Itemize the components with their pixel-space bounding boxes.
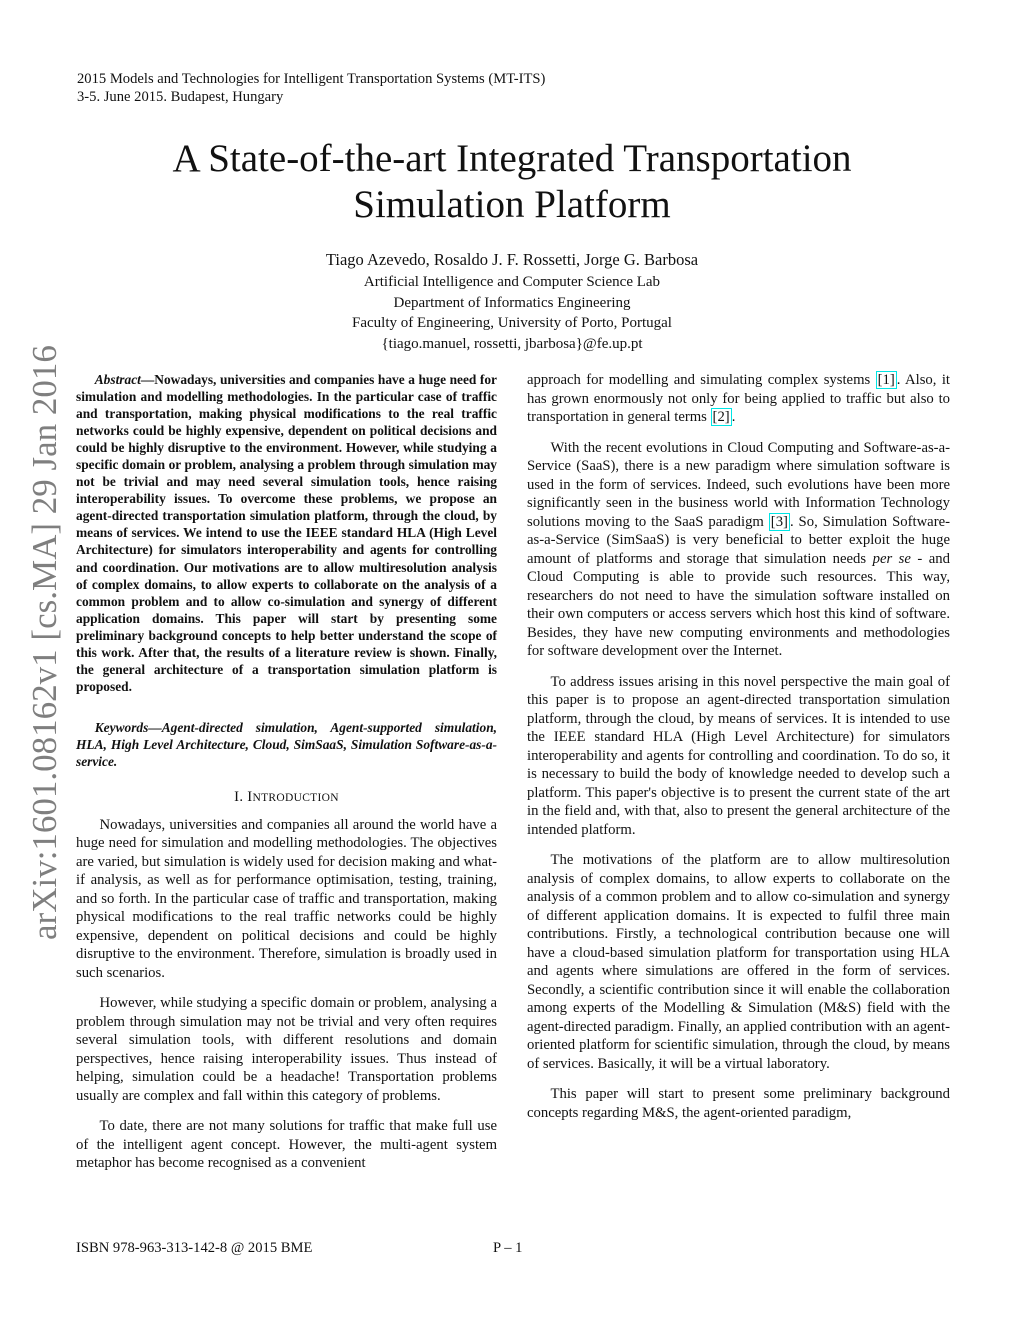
affiliation-faculty: Faculty of Engineering, University of Porto, Portugal: [352, 315, 672, 331]
affiliation-department: Department of Informatics Engineering: [393, 294, 631, 311]
right-paragraph-1: approach for modelling and simulating complex systems [1] . Also, it has grown enormously not only for being applied to traffic but also to transportation in general terms [2] .: [527, 372, 950, 425]
left-column: [76, 371, 497, 1185]
author-list: Tiago Azevedo, Rosaldo J. F. Rossetti, Jorge G. Barbosa: [325, 250, 699, 269]
arxiv-watermark: arXiv:1601.08162v1 [cs.MA] 29 Jan 2016: [25, 345, 64, 940]
conference-name: 2015 Models and Technologies for Intelligent Transportation Systems (MT-ITS): [77, 71, 546, 87]
paper-title: [0, 136, 1024, 228]
right-paragraph-2: With the recent evolutions in Cloud Computing and Software-as-a-Service (SaaS), there is a new paradigm where simulation software is used in the form of services. Indeed, such evolutions have been more significantly seen in the business world with Information Technology solutions moving to the SaaS paradigm [3] . So, Simulation Software-as-a-Service (SimSaaS) is very beneficial to better exploit the huge amount of platforms and storage that simulation needs per se - and Cloud Computing is able to provide such resources. This way, researchers do not need to have the simulation software installed on their own computers or access servers which host this kind of software. Besides, they have new computing environments and methodologies for software development over the Internet.: [527, 439, 950, 659]
author-emails: {tiago.manuel, rossetti, jbarbosa}@fe.up.pt: [381, 335, 643, 352]
right-paragraph-5: This paper will start to present some preliminary background concepts regarding M&S, the agent-oriented paradigm,: [527, 1086, 950, 1121]
conference-header: [77, 70, 545, 106]
right-paragraph-4: The motivations of the platform are to allow multiresolution analysis of complex domains, to allow experts to collaborate on the analysis of a common problem and to allow co-simulation and synergy of different application domains. It is expected to fulfil three main contributions. Firstly, a technological contribution because one will have a cloud-based simulation platform for transportation using HLA and agents where simulations are offered in the form of services. Secondly, a scientific contribution since it will enable the collaboration among experts of the Modelling & Simulation (M&S) field with the agent-directed paradigm. Finally, an applied contribution with an agent-oriented platform for scientific simulation, through the cloud, by means of services. Basically, it will be a virtual laboratory.: [527, 852, 950, 1072]
paper-title-line-1: A State-of-the-art Integrated Transportation: [172, 137, 852, 180]
intro-paragraph-3: To date, there are not many solutions for traffic that make full use of the intelligent agent concept. However, the multi-agent system metaphor has become recognised as a convenient: [76, 1118, 497, 1172]
citation-link-1[interactable]: [1]: [877, 372, 895, 388]
right-paragraph-3: To address issues arising in this novel perspective the main goal of this paper is to propose an agent-directed transportation simulation platform, through the cloud, by means of services. It is intended to use the IEEE standard HLA (High Level Architecture) for simulators interoperability and agents for controlling and coordination. To do so, it is necessary to build the body of knowledge needed to develop such a platform. This paper's objective is to present the current state of the art in the field and, with that, also to present the general architecture of the intended platform.: [527, 673, 950, 838]
conference-date-location: 3-5. June 2015. Budapest, Hungary: [77, 89, 284, 105]
footer-isbn: ISBN 978-963-313-142-8 @ 2015 BME: [76, 1240, 313, 1256]
citation-link-2[interactable]: [2]: [712, 409, 730, 425]
footer-page-number: P – 1: [493, 1240, 523, 1256]
affiliation-block: [0, 272, 1024, 354]
abstract-label: Abstract: [94, 372, 141, 387]
intro-paragraph-2: However, while studying a specific domain or problem, analysing a problem through simulation may not be trivial and very often requires several simulation tools, with different resolutions and domain perspectives, hence raising interoperability issues. Thus instead of helping, simulation could be a headache! Transportation problems usually are complex and fall within this category of problems.: [76, 995, 497, 1104]
paper-title-line-2: Simulation Platform: [353, 183, 671, 226]
keywords: Keywords—Agent-directed simulation, Agent-supported simulation, HLA, High Level Architecture, Cloud, SimSaaS, Simulation Software-as-a-service.: [76, 719, 497, 769]
section-heading-introduction: [76, 788, 497, 808]
citation-link-3[interactable]: [3]: [770, 513, 788, 530]
section-number: I.: [234, 789, 244, 806]
section-title: INTRODUCTION: [247, 789, 339, 806]
right-column: [527, 371, 950, 1134]
affiliation-lab: Artificial Intelligence and Computer Science Lab: [363, 274, 661, 290]
intro-paragraph-1: Nowadays, universities and companies all around the world have a huge need for simulation and modelling methodologies. The objectives are varied, but simulation is widely used for decision making and what-if analysis, as well as for performance optimisation, testing, training, and so forth. In the particular case of traffic and transportation, making physical modifications to the real traffic networks could be highly expensive, dependent on political decisions and could be highly disruptive to the environment. Therefore, simulation is broadly used in such scenarios.: [76, 816, 497, 981]
abstract-text: —Nowadays, universities and companies have a huge need for simulation and modelling methodologies. In the particular case of traffic and transportation, making physical modifications to the real traffic networks could be highly expensive, dependent on political decisions and could be highly disruptive to the environment. However, while studying a specific domain or problem, analysing a problem through simulation may not be trivial and may need several simulation tools, hence raising interoperability issues. To overcome these problems, we propose an agent-directed transportation simulation platform, through the cloud, by means of services. We intend to use the IEEE standard HLA (High Level Architecture) for simulators interoperability and agents for controlling and coordination. Our motivations are to allow multiresolution analysis of complex domains, to allow experts to collaborate on the analysis of a common problem and to allow co-simulation and synergy of different application domains. This paper will start by presenting some preliminary background concepts to help better understand the scope of this work. After that, the results of a literature review is shown. Finally, the general architecture of a transportation simulation platform is proposed.: [76, 372, 497, 694]
abstract: [76, 371, 497, 695]
